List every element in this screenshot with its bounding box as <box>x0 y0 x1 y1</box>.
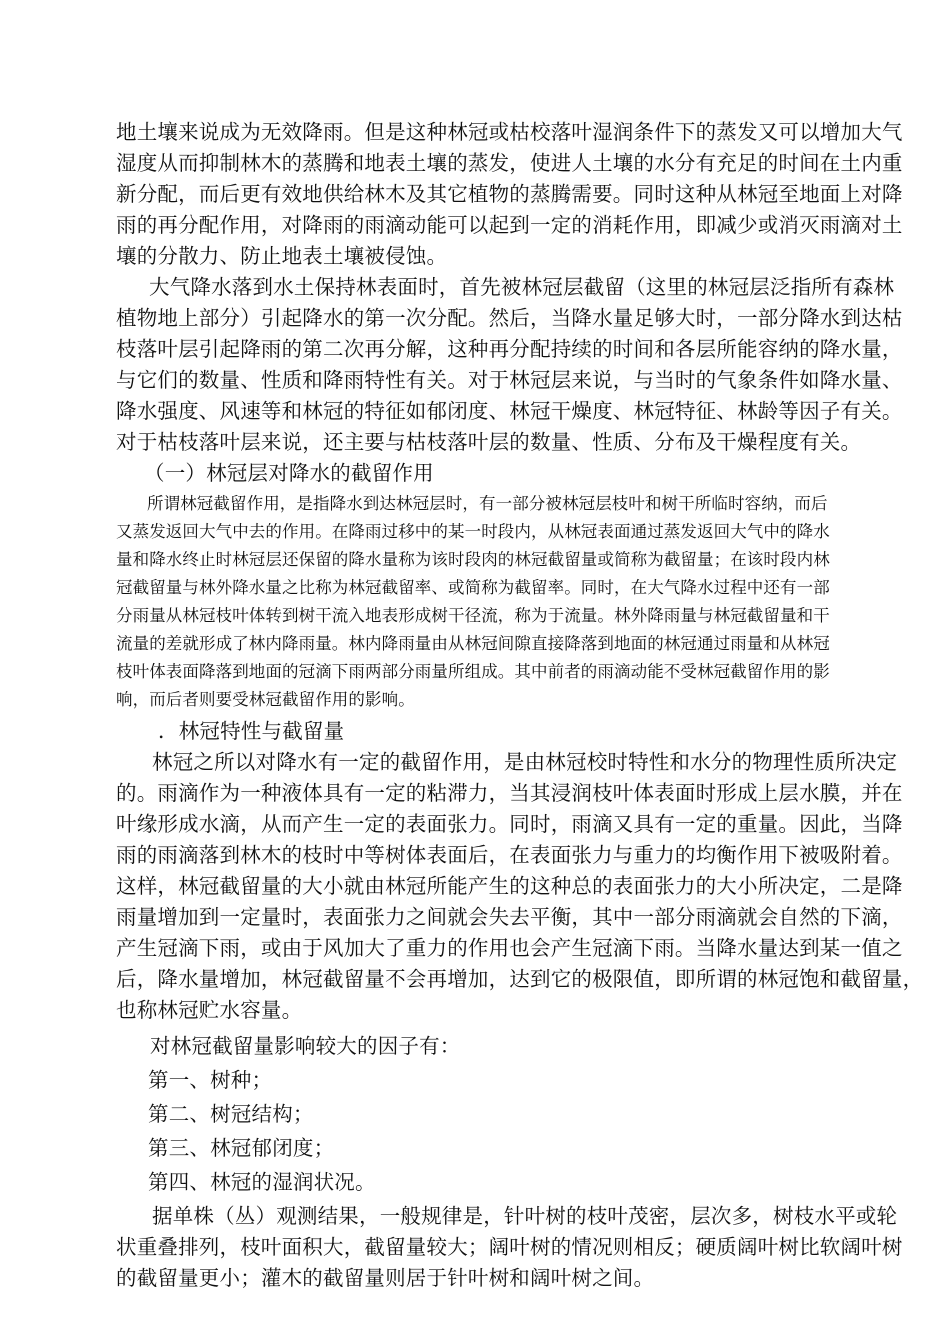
text-line: 响，而后者则要受林冠截留作用的影响。 <box>116 690 415 709</box>
list-item: 第二、树冠结构； <box>148 1102 314 1126</box>
text-line: 也称林冠贮水容量。 <box>116 998 303 1022</box>
text-line: 新分配，而后更有效地供给林木及其它植物的蒸腾需要。同时这种从林冠至地面上对降 <box>116 182 903 206</box>
list-item: 第三、林冠郁闭度； <box>148 1136 335 1160</box>
text-line: 对于枯枝落叶层来说，还主要与枯枝落叶层的数量、性质、分布及干燥程度有关。 <box>116 430 862 454</box>
text-line: 状重叠排列，枝叶面积大，截留量较大；阔叶树的情况则相反；硬质阔叶树比软阔叶树 <box>116 1235 903 1259</box>
text-line: 叶缘形成水滴，从而产生一定的表面张力。同时，雨滴又具有一定的重量。因此，当降 <box>116 812 903 836</box>
text-line: 与它们的数量、性质和降雨特性有关。对于林冠层来说，与当时的气象条件如降水量、 <box>116 368 903 392</box>
text-line: 雨的雨滴落到林木的枝时中等树体表面后，在表面张力与重力的均衡作用下被吸附着。 <box>116 843 903 867</box>
text-line: 雨量增加到一定量时，表面张力之间就会失去平衡，其中一部分雨滴就会自然的下滴， <box>116 905 903 929</box>
text-line: 量和降水终止时林冠层还保留的降水量称为该时段肉的林冠截留量或简称为截留量；在该时段内林 <box>116 550 830 569</box>
text-line: 这样，林冠截留量的大小就由林冠所能产生的这种总的表面张力的大小所决定，二是降 <box>116 874 903 898</box>
text-line: 大气降水落到水土保持林表面时，首先被林冠层截留（这里的林冠层泛指所有森林 <box>149 275 895 299</box>
text-line: 所谓林冠截留作用，是指降水到达林冠层时，有一部分被林冠层枝叶和树干所临时容纳，而后 <box>147 494 828 513</box>
text-line: 据单株（丛）观测结果，一般规律是，针叶树的枝叶茂密，层次多，树枝水平或轮 <box>152 1204 898 1228</box>
text-line: 雨的再分配作用，对降雨的雨滴动能可以起到一定的消耗作用，即减少或消灭雨滴对土 <box>116 213 903 237</box>
list-item: 第四、林冠的湿润状况。 <box>148 1170 376 1194</box>
text-line: 壤的分散力、防止地表土壤被侵蚀。 <box>116 244 448 268</box>
text-line: 的。雨滴作为一种液体具有一定的粘滞力，当其浸润枝叶体表面时形成上层水膜，并在 <box>116 781 903 805</box>
text-line: 林冠之所以对降水有一定的截留作用，是由林冠校时特性和水分的物理性质所决定 <box>152 750 898 774</box>
text-line: 植物地上部分）引起降水的第一次分配。然后，当降水量足够大时，一部分降水到达枯 <box>116 306 903 330</box>
text-line: 产生冠滴下雨，或由于风加大了重力的作用也会产生冠滴下雨。当降水量达到某一值之 <box>116 936 903 960</box>
text-line: 冠截留量与林外降水量之比称为林冠截留率、或简称为截留率。同时，在大气降水过程中还有一部 <box>116 578 830 597</box>
text-line: 的截留量更小；灌木的截留量则居于针叶树和阔叶树之间。 <box>116 1266 655 1290</box>
heading-text: （一）林冠层对降水的截留作用 <box>144 461 434 485</box>
heading-text: ．林冠特性与截留量 <box>158 719 345 743</box>
text-line: 后，降水量增加，林冠截留量不会再增加，达到它的极限值，即所谓的林冠饱和截留量， <box>116 967 924 991</box>
text-line: 枝落叶层引起降雨的第二次再分解，这种再分配持续的时间和各层所能容纳的降水量， <box>116 337 903 361</box>
text-line: 枝叶体表面降落到地面的冠滴下雨两部分雨量所组成。其中前者的雨滴动能不受林冠截留作用的影 <box>116 662 830 681</box>
text-line: 又蒸发返回大气中去的作用。在降雨过移中的某一时段内，从林冠表面通过蒸发返回大气中的降水 <box>116 522 830 541</box>
text-line: 对林冠截留量影响较大的因子有： <box>150 1034 461 1058</box>
list-item: 第一、树种； <box>148 1068 273 1092</box>
text-line: 分雨量从林冠枝叶体转到树干流入地表形成树干径流，称为于流量。林外降雨量与林冠截留量和干 <box>116 606 830 625</box>
text-line: 地土壤来说成为无效降雨。但是这种林冠或枯校落叶湿润条件下的蒸发又可以增加大气 <box>116 120 903 144</box>
text-line: 湿度从而抑制林木的蒸腾和地表土壤的蒸发，使进人土壤的水分有充足的时间在土内重 <box>116 151 903 175</box>
text-line: 流量的差就形成了林内降雨量。林内降雨量由从林冠间隙直接降落到地面的林冠通过雨量和从林冠 <box>116 634 830 653</box>
text-line: 降水强度、风速等和林冠的特征如郁闭度、林冠干燥度、林冠特征、林龄等因子有关。 <box>116 399 903 423</box>
